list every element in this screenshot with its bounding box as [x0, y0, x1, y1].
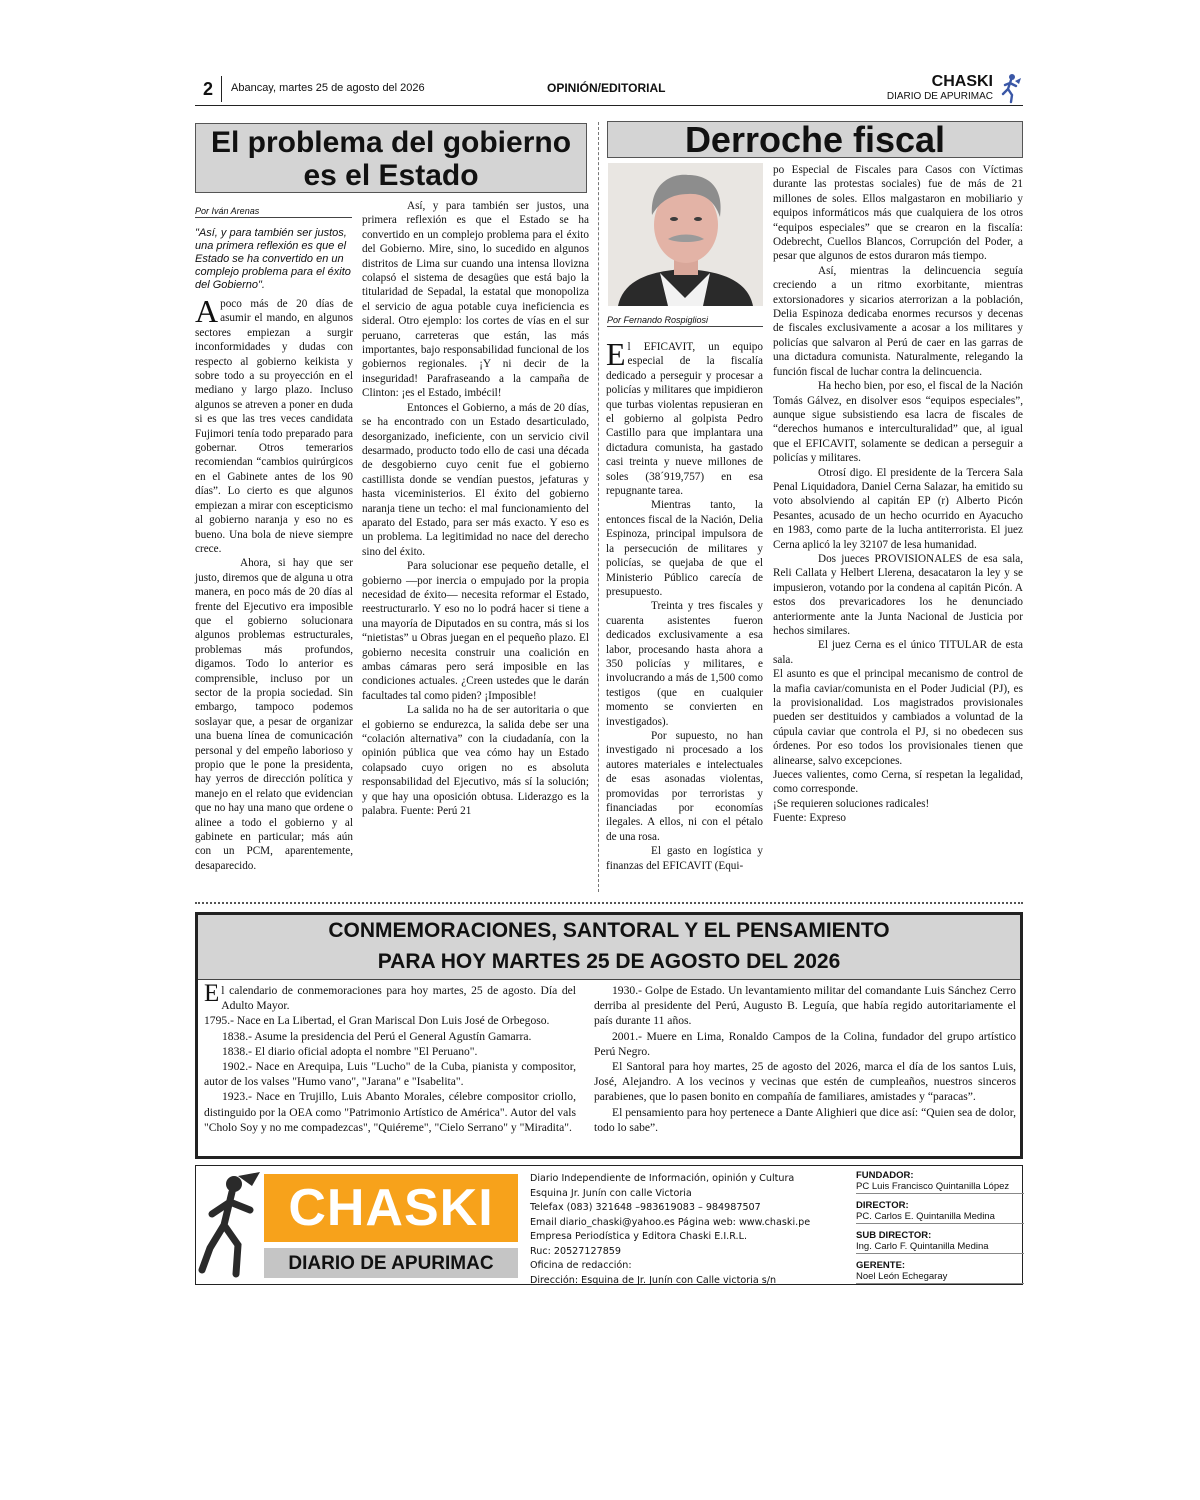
publisher-info	[530, 1172, 840, 1288]
article-right-column-1	[606, 336, 763, 873]
article-left-column-1	[195, 293, 353, 873]
article-right-column-2	[773, 163, 1023, 826]
staff-list	[856, 1170, 1024, 1284]
staff-role: GERENTE:	[856, 1260, 906, 1271]
pull-quote: "Así, y para también ser justos, una primera reflexión es que el Estado se ha convertido en un complejo problema para el éxito del Gobierno".	[195, 227, 351, 291]
paragraph: Otrosí digo. El presidente de la Tercera Sala Penal Liquidadora, Daniel Cerna Salazar, ha emitido su voto absolviendo al capitán EP (r) Alberto Picón Pesantes, acusado de un hecho ocurrido en Ayacucho en 1983, como parte de la lucha antiterrorista. El juez Cerna aplicó la ley 32107 de lesa humanidad.	[773, 466, 1023, 551]
logo-subtitle: DIARIO DE APURIMAC	[288, 1253, 494, 1274]
info-line: Oficina de redacción:	[530, 1260, 632, 1271]
issue-date: Abancay, martes 25 de agosto del 2026	[231, 82, 425, 94]
paragraph: Ahora, si hay que ser justo, diremos que de alguna u otra manera, en poco más de 20 días al frente del Ejecutivo era imposible que el gobierno solucionara algunos problemas estructurales, problemas más profundos, digamos. Todo lo anterior es comprensible, incluso por un sector de la propia sociedad. Sin embargo, tampoco podemos soslayar que, a pesar de organizar una buena línea de comunicación personal y del empeño laborioso y propio que le pone la presidenta, hay yerros de dirección política y manejo en el relato que evidencian que no hay una mano que ordene o alinee a todo el gobierno y al gabinete en particular; más aún con un PCM, aparentemente, desaparecido.	[195, 557, 353, 872]
list-item: 1923.- Nace en Trujillo, Luis Abanto Morales, célebre compositor criollo, distinguido por la OEA como "Patrimonio Artístico de América". Autor del vals "Cholo Soy y no me compadezcas", "Quiéreme", "Cielo Serrano" y "Miradita".	[204, 1090, 576, 1134]
paragraph: El asunto es que el principal mecanismo de control de la mafia caviar/comunista en el Poder Judicial (PJ), es la provisionalidad. Los magistrados provisionales pueden ser destituidos y cambiados a voluntad de la cúpula caviar que controla el PJ, si no obedecen sus órdenes. Por eso todos los provisionales tienen que alinearse, salvo excepciones.	[773, 668, 1023, 767]
article-title-left: El problema del gobierno es el Estado	[195, 123, 587, 193]
paragraph: Jueces valientes, como Cerna, sí respetan la legalidad, como corresponde.	[773, 769, 1023, 796]
drop-cap: A	[195, 293, 219, 329]
paragraph: Así, mientras la delincuencia seguía creciendo a un ritmo exorbitante, mientras extorsionadores y sicarios aterrorizan a la población, Delia Espinoza dedicaba enormes recursos y decenas de fiscales exclusivamente a acosar a los militares y policías que salvaron al Perú de caer en las garras de una dictadura comunista. Naturalmente, relegando la función fiscal de luchar contra la delincuencia.	[773, 264, 1023, 378]
list-item: 1795.- Nace en La Libertad, el Gran Mariscal Don Luis José de Orbegoso.	[204, 1014, 550, 1028]
paragraph: Así, y para también ser justos, una primera reflexión es que el Estado se ha convertido en un complejo problema para el éxito del Gobierno. Mire, sino, lo sucedido en algunos distritos de Lima sur cuando una intensa llovizna colapsó el sistema de desagües que está bajo la titularidad de Sepadal, la estatal que monopoliza el servicio de agua potable cuya ineficiencia es sideral. Otro ejemplo: los cortes de vías en el sur peruano, carreteras que están, las más importantes, bajo responsabilidad funcional de los gobiernos regionales. ¡Y ni decir de la inseguridad! Parafraseando a la campaña de Clinton: ¡es el Estado, imbécil!	[362, 200, 589, 400]
article-title-right: Derroche fiscal	[607, 121, 1023, 158]
column-divider	[598, 122, 599, 892]
staff-name: PC Luis Francisco Quintanilla López	[856, 1181, 1024, 1194]
drop-cap: E	[606, 336, 626, 372]
paragraph: El pensamiento para hoy pertenece a Dante Alighieri que dice así: “Quien sea de dolor, todo lo sabe”.	[594, 1105, 1016, 1134]
author-photo	[608, 163, 763, 306]
paragraph: l EFICAVIT, un equipo especial de la fiscalía dedicado a perseguir y procesar a policías y militares que impidieron que turbas violentas repusieran en el gobierno al golpista Pedro Castillo para que implantara una dictadura comunista, ha gastado casi treinta y nueve millones de soles (38´919,757) en esa repugnante tarea.	[606, 341, 763, 498]
list-item: 1838.- El diario oficial adopta el nombre "El Peruano".	[222, 1044, 478, 1058]
byline-left: Por Iván Arenas	[195, 206, 352, 218]
paragraph: ¡Se requieren soluciones radicales!	[773, 797, 930, 810]
paragraph: El gasto en logística y finanzas del EFICAVIT (Equi-	[606, 845, 763, 872]
list-item: 1902.- Nace en Arequipa, Luis "Lucho" de la Cuba, pianista y compositor, autor de los valses "Humo vano", "Jarana" e "Isabelita".	[204, 1060, 576, 1089]
staff-name: Ing. Carlo F. Quintanilla Medina	[856, 1241, 1024, 1254]
page-number: 2	[195, 76, 222, 102]
page-header	[195, 72, 1023, 106]
newspaper-logo	[196, 1166, 522, 1284]
staff-name: PC. Carlos E. Quintanilla Medina	[856, 1211, 1024, 1224]
paragraph: Treinta y tres fiscales y cuarenta asistentes fueron dedicados exclusivamente a esa labor, procesando hasta ahora a 350 policías y militares, e involucrando a más de 1,500 como testigos (que en cualquier momento se convierten en investigados).	[606, 600, 763, 728]
paragraph: po Especial de Fiscales para Casos con Víctimas durante las protestas sociales) fue de más de 21 millones de soles. Ellos malgastaron en mobiliario y equipos informáticos más que cualquiera de los otros “equipos especiales” que se crearon en la fiscalía: Odebrecht, Cuellos Blancos, Corrupción del Poder, a pesar que algunos de estos duraron más tiempo.	[773, 164, 1023, 263]
logo-wordmark: CHASKI	[288, 1179, 494, 1237]
paragraph: La salida no ha de ser autoritaria o que el gobierno se endurezca, la salida debe ser una “colación alternativa” con la ciudadanía, con la opinión pública que vea cómo hay un Estado colapsado cuyo origen no es absoluta responsabilidad del Ejecutivo, más sí la solución; y que hay una oposición obtusa. Liderazgo es la palabra. Fuente: Perú 21	[362, 704, 589, 818]
list-item: 1838.- Asume la presidencia del Perú el General Agustín Gamarra.	[222, 1029, 532, 1043]
info-line: Ruc: 20527127859	[530, 1245, 622, 1257]
chaski-runner-icon	[198, 1170, 264, 1280]
info-line: Email diario_chaski@yahoo.es Página web: www.chaski.pe	[530, 1216, 811, 1228]
article-left-column-2	[362, 199, 589, 818]
paragraph: Por supuesto, no han investigado ni procesado a los autores materiales e intelectuales de esas asonadas violentas, promovidas por terroristas y financiadas por economías ilegales. A ellos, ni con el pétalo de una rosa.	[606, 729, 763, 843]
section-divider	[195, 902, 1023, 904]
masthead-footer	[195, 1165, 1023, 1285]
info-line: Telefax (083) 321648 –983619083 – 984987507	[530, 1202, 761, 1213]
paragraph: Mientras tanto, la entonces fiscal de la Nación, Delia Espinoza, principal impulsora de la persecución de militares y policías, se quejaba de que el Ministerio Público carecía de presupuesto.	[606, 499, 763, 598]
commemorations-left	[204, 980, 576, 1135]
staff-role: FUNDADOR:	[856, 1170, 914, 1181]
info-line: Empresa Periodística y Editora Chaski E.I.R.L.	[530, 1231, 748, 1242]
commemorations-right	[594, 983, 1016, 1135]
commemorations-box	[195, 912, 1023, 1159]
staff-role: SUB DIRECTOR:	[856, 1230, 932, 1241]
staff-name: Noel León Echegaray	[856, 1271, 1024, 1284]
paragraph: Para solucionar ese pequeño detalle, el gobierno —por inercia o empujado por la propia necesidad de éxito— necesita reformar el Estado, reestructurarlo. Y eso no lo podrá hacer si tiene a una mayoría de Diputados en su contra, más si los “nietistas” u Obras juegan en el pequeño plazo. El gobierno necesita construir una coalición en ambas cámaras pero será imposible en las condiciones actuales. ¿Creen ustedes que le darán facultades tal como piden? ¡Imposible!	[362, 560, 589, 702]
section-name: OPINIÓN/EDITORIAL	[547, 81, 666, 95]
paragraph: Entonces el Gobierno, a más de 20 días, se ha encontrado con un Estado desarticulado, desorganizado, ineficiente, con un servicio civil desarmado, producto todo ello de casi una década de desgobierno cuyo cenit fue el gobierno castillista donde se vendían puestos, jefaturas y hasta viceministerios. El éxito del gobierno naranja tiene un techo: el mal funcionamiento del aparato del Estado, para ser más exacto. Y eso es un problema. La legitimidad no nace del derecho sino del éxito.	[362, 401, 589, 558]
title-line: CONMEMORACIONES, SANTORAL Y EL PENSAMIENTO	[328, 919, 890, 942]
list-item: 2001.- Muere en Lima, Ronaldo Campos de la Colina, fundador del grupo artístico Perú Negro.	[594, 1029, 1016, 1058]
byline-right: Por Fernando Rospigliosi	[607, 315, 763, 327]
paragraph: l calendario de conmemoraciones para hoy martes, 25 de agosto. Día del Adulto Mayor.	[221, 984, 576, 1013]
staff-role: DIRECTOR:	[856, 1200, 909, 1211]
paragraph: Dos jueces PROVISIONALES de esa sala, Reli Callata y Helbert Llerena, desacataron la ley y se impusieron, votando por la condena al capitán Picón. A estos dos prevaricadores los he denunciado anteriormente ante la Junta Nacional de Justicia por hechos similares.	[773, 552, 1023, 637]
paragraph: Ha hecho bien, por eso, el fiscal de la Nación Tomás Gálvez, en disolver esos “equipos especiales”, aunque sigue subsistiendo esa lacra de fiscales de “derechos humanos e interculturalidad” que, al igual que el EFICAVIT, solamente se dedican a perseguir a policías y militares.	[773, 380, 1023, 465]
info-line: Esquina Jr. Junín con calle Victoria	[530, 1187, 692, 1199]
info-line: Diario Independiente de Información, opinión y Cultura	[530, 1173, 795, 1184]
runner-logo-icon	[997, 72, 1023, 104]
list-item: 1930.- Golpe de Estado. Un levantamiento militar del comandante Luis Sánchez Cerro derriba al presidente del Perú, Augusto B. Leguía, que había regido autoritariamente el país durante 11 años.	[594, 984, 1016, 1028]
paragraph: poco más de 20 días de asumir el mando, en algunos sectores empiezan a surgir inconformidades y dudas con respecto al gobierno keikista y sobre todo a su proyección en el mediano y largo plazo. Incluso algunos se atreven a poner en duda si es que las tres veces candidata Fujimori tenía todo preparado para gobernar. Otros temerarios recomiendan “cambios quirúrgicos en el Gabinete antes de los 90 días”. Lo cierto es que algunos empiezan a mirar con escepticismo al gobierno naranja y eso no es bueno. Una bola de nieve siempre crece.	[195, 298, 353, 555]
title-line: PARA HOY MARTES 25 DE AGOSTO DEL 2026	[377, 950, 841, 973]
commemorations-title	[198, 915, 1020, 980]
paragraph: El juez Cerna es el único TITULAR de esta sala.	[773, 639, 1023, 666]
brand-subtitle: DIARIO DE APURIMAC	[886, 91, 993, 102]
brand-name: CHASKI	[931, 73, 993, 90]
paragraph: El Santoral para hoy martes, 25 de agosto del 2026, marca el día de los santos Luis, José, Alejandro. A los vecinos y vecinas que estén de cumpleaños, nuestros sinceros parabienes, que lo pasen bonito en compañía de familiares, amistades y “paracas”.	[594, 1060, 1016, 1104]
author-portrait-image	[608, 163, 763, 306]
drop-cap: E	[204, 980, 220, 1007]
source-line: Fuente: Expreso	[773, 812, 847, 825]
info-line: Dirección: Esquina de Jr. Junín con Calle victoria s/n	[530, 1274, 777, 1286]
